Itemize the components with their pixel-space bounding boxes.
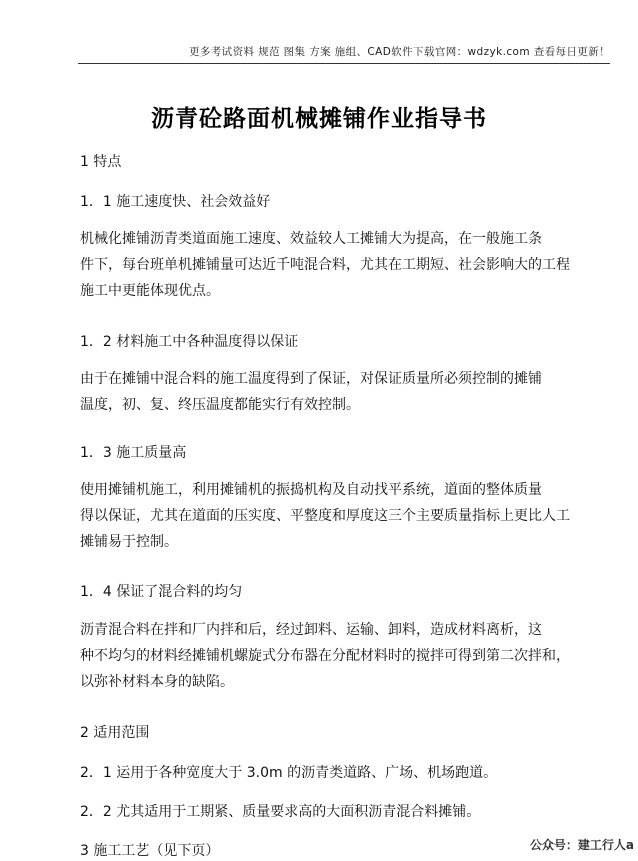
section-heading-2: 2 适用范围 (80, 725, 150, 741)
section-heading-1-3: 1．3 施工质量高 (80, 445, 187, 461)
section-heading-2-1: 2．1 运用于各种宽度大于 3.0m 的沥青类道路、广场、机场跑道。 (80, 765, 498, 781)
site-banner: 更多考试资料 规范 图集 方案 施组、CAD软件下载官网：wdzyk.com 查看每日更新！ (188, 46, 610, 58)
paragraph-line: 沥青混合料在拌和厂内拌和后，经过卸料、运输、卸料，造成材料离析，这 (80, 622, 542, 638)
section-heading-1-2: 1．2 材料施工中各种温度得以保证 (80, 334, 299, 350)
paragraph-1-4 (80, 617, 628, 695)
section-heading-1: 1 特点 (80, 154, 122, 170)
paragraph-line: 机械化摊铺沥青类道面施工速度、效益较人工摊铺大为提高，在一般施工条 (80, 231, 542, 247)
paragraph-line: 施工中更能体现优点。 (80, 283, 220, 299)
document-title: 沥青砼路面机械摊铺作业指导书 (151, 106, 487, 132)
section-heading-3: 3 施工工艺（见下页） (80, 843, 220, 859)
paragraph-line: 摊铺易于控制。 (80, 534, 178, 550)
paragraph-line: 得以保证，尤其在道面的压实度、平整度和厚度这三个主要质量指标上更比人工 (80, 508, 570, 524)
section-heading-1-1: 1．1 施工速度快、社会效益好 (80, 194, 271, 210)
section-heading-2-2: 2．2 尤其适用于工期紧、质量要求高的大面积沥青混合料摊铺。 (80, 804, 481, 820)
watermark: 公众号：建工行人a (529, 838, 634, 852)
paragraph-1-3 (80, 477, 628, 555)
header-divider (78, 63, 610, 64)
paragraph-1-2 (80, 366, 628, 418)
paragraph-line: 使用摊铺机施工，利用摊铺机的振捣机构及自动找平系统，道面的整体质量 (80, 482, 542, 498)
paragraph-1-1 (80, 226, 628, 304)
paragraph-line: 件下，每台班单机摊铺量可达近千吨混合料，尤其在工期短、社会影响大的工程 (80, 257, 570, 273)
paragraph-line: 以弥补材料本身的缺陷。 (80, 674, 234, 690)
paragraph-line: 由于在摊铺中混合料的施工温度得到了保证，对保证质量所必须控制的摊铺 (80, 371, 542, 387)
paragraph-line: 种不均匀的材料经摊铺机螺旋式分布器在分配材料时的搅拌可得到第二次拌和， (80, 648, 570, 664)
section-heading-1-4: 1．4 保证了混合料的均匀 (80, 584, 243, 600)
paragraph-line: 温度，初、复、终压温度都能实行有效控制。 (80, 397, 360, 413)
